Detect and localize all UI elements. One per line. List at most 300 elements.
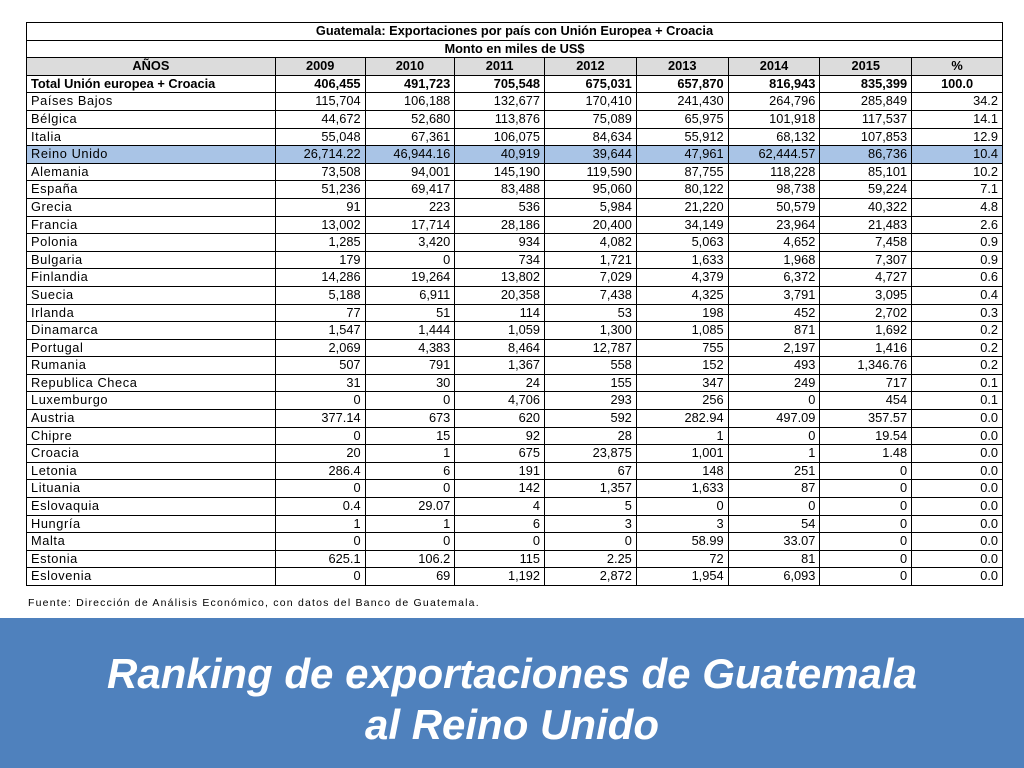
value-cell: 1 (275, 515, 365, 533)
table-row (27, 498, 1003, 516)
value-cell: 282.94 (636, 410, 728, 428)
value-cell: 14,286 (275, 269, 365, 287)
value-cell: 0 (365, 251, 455, 269)
country-cell: Croacia (27, 445, 276, 463)
value-cell: 117,537 (820, 110, 912, 128)
value-cell: 1,085 (636, 322, 728, 340)
value-cell: 50,579 (728, 198, 820, 216)
value-cell: 46,944.16 (365, 146, 455, 164)
value-cell: 106.2 (365, 550, 455, 568)
value-cell: 2,702 (820, 304, 912, 322)
total-cell: 100.0 (912, 75, 1003, 93)
country-cell: Chipre (27, 427, 276, 445)
value-cell: 0 (275, 392, 365, 410)
table-row (27, 339, 1003, 357)
value-cell: 347 (636, 374, 728, 392)
value-cell: 87,755 (636, 163, 728, 181)
country-cell: Dinamarca (27, 322, 276, 340)
value-cell: 0.0 (912, 480, 1003, 498)
value-cell: 20 (275, 445, 365, 463)
value-cell: 2,872 (545, 568, 637, 586)
value-cell: 7.1 (912, 181, 1003, 199)
value-cell: 507 (275, 357, 365, 375)
value-cell: 7,438 (545, 286, 637, 304)
value-cell: 3,791 (728, 286, 820, 304)
country-cell: Grecia (27, 198, 276, 216)
source-note: Fuente: Dirección de Análisis Económico, con datos del Banco de Guatemala. (28, 597, 480, 609)
value-cell: 198 (636, 304, 728, 322)
value-cell: 114 (455, 304, 545, 322)
table-row (27, 251, 1003, 269)
value-cell: 0 (728, 392, 820, 410)
value-cell: 34.2 (912, 93, 1003, 111)
value-cell: 21,220 (636, 198, 728, 216)
value-cell: 0 (820, 568, 912, 586)
value-cell: 28 (545, 427, 637, 445)
exports-table (26, 22, 1003, 586)
value-cell: 106,188 (365, 93, 455, 111)
header-cell: 2010 (365, 58, 455, 76)
value-cell: 10.2 (912, 163, 1003, 181)
country-cell: Italia (27, 128, 276, 146)
value-cell: 0.0 (912, 550, 1003, 568)
value-cell: 12,787 (545, 339, 637, 357)
total-cell: 675,031 (545, 75, 637, 93)
table-subtitle: Monto en miles de US$ (27, 40, 1003, 58)
value-cell: 81 (728, 550, 820, 568)
value-cell: 67 (545, 462, 637, 480)
value-cell: 0 (455, 533, 545, 551)
value-cell: 26,714.22 (275, 146, 365, 164)
value-cell: 23,964 (728, 216, 820, 234)
value-cell: 113,876 (455, 110, 545, 128)
value-cell: 625.1 (275, 550, 365, 568)
country-cell: Portugal (27, 339, 276, 357)
value-cell: 0.9 (912, 234, 1003, 252)
value-cell: 1,416 (820, 339, 912, 357)
value-cell: 115,704 (275, 93, 365, 111)
value-cell: 4,727 (820, 269, 912, 287)
value-cell: 94,001 (365, 163, 455, 181)
value-cell: 1,300 (545, 322, 637, 340)
slide-title (0, 648, 1024, 750)
value-cell: 249 (728, 374, 820, 392)
value-cell: 1,367 (455, 357, 545, 375)
value-cell: 0.6 (912, 269, 1003, 287)
country-cell: Suecia (27, 286, 276, 304)
country-cell: Republica Checa (27, 374, 276, 392)
value-cell: 72 (636, 550, 728, 568)
table-row (27, 533, 1003, 551)
value-cell: 791 (365, 357, 455, 375)
country-cell: Países Bajos (27, 93, 276, 111)
country-cell: Eslovaquia (27, 498, 276, 516)
country-cell: Rumania (27, 357, 276, 375)
value-cell: 2,197 (728, 339, 820, 357)
header-cell: % (912, 58, 1003, 76)
slide-title-line2: al Reino Unido (365, 701, 659, 748)
value-cell: 0 (365, 480, 455, 498)
table-subtitle-row (27, 40, 1003, 58)
country-cell: Finlandia (27, 269, 276, 287)
value-cell: 871 (728, 322, 820, 340)
value-cell: 0.0 (912, 498, 1003, 516)
value-cell: 0.0 (912, 445, 1003, 463)
value-cell: 0 (275, 533, 365, 551)
value-cell: 75,089 (545, 110, 637, 128)
value-cell: 6,911 (365, 286, 455, 304)
total-cell: 705,548 (455, 75, 545, 93)
value-cell: 1,285 (275, 234, 365, 252)
value-cell: 1,357 (545, 480, 637, 498)
value-cell: 44,672 (275, 110, 365, 128)
value-cell: 1 (365, 445, 455, 463)
value-cell: 101,918 (728, 110, 820, 128)
value-cell: 19.54 (820, 427, 912, 445)
table-row (27, 163, 1003, 181)
value-cell: 0 (820, 533, 912, 551)
table-row (27, 181, 1003, 199)
table-row (27, 462, 1003, 480)
value-cell: 77 (275, 304, 365, 322)
value-cell: 17,714 (365, 216, 455, 234)
value-cell: 0.2 (912, 339, 1003, 357)
value-cell: 5,188 (275, 286, 365, 304)
value-cell: 179 (275, 251, 365, 269)
value-cell: 3 (636, 515, 728, 533)
total-row (27, 75, 1003, 93)
value-cell: 4,325 (636, 286, 728, 304)
table-row (27, 286, 1003, 304)
value-cell: 0.1 (912, 374, 1003, 392)
value-cell: 68,132 (728, 128, 820, 146)
value-cell: 52,680 (365, 110, 455, 128)
value-cell: 24 (455, 374, 545, 392)
value-cell: 6 (455, 515, 545, 533)
value-cell: 40,919 (455, 146, 545, 164)
value-cell: 1,954 (636, 568, 728, 586)
table-row (27, 93, 1003, 111)
value-cell: 0 (820, 498, 912, 516)
value-cell: 0 (820, 480, 912, 498)
value-cell: 92 (455, 427, 545, 445)
value-cell: 152 (636, 357, 728, 375)
value-cell: 54 (728, 515, 820, 533)
value-cell: 0.0 (912, 427, 1003, 445)
value-cell: 95,060 (545, 181, 637, 199)
header-cell: 2009 (275, 58, 365, 76)
total-cell: 491,723 (365, 75, 455, 93)
country-cell: España (27, 181, 276, 199)
value-cell: 14.1 (912, 110, 1003, 128)
country-cell: Bélgica (27, 110, 276, 128)
table-row (27, 515, 1003, 533)
value-cell: 6,372 (728, 269, 820, 287)
value-cell: 7,029 (545, 269, 637, 287)
country-cell: Austria (27, 410, 276, 428)
table-row (27, 427, 1003, 445)
value-cell: 357.57 (820, 410, 912, 428)
total-cell: 406,455 (275, 75, 365, 93)
value-cell: 0.3 (912, 304, 1003, 322)
value-cell: 0.2 (912, 322, 1003, 340)
value-cell: 170,410 (545, 93, 637, 111)
value-cell: 69 (365, 568, 455, 586)
value-cell: 6 (365, 462, 455, 480)
title-banner (0, 618, 1024, 768)
value-cell: 675 (455, 445, 545, 463)
value-cell: 80,122 (636, 181, 728, 199)
value-cell: 106,075 (455, 128, 545, 146)
value-cell: 23,875 (545, 445, 637, 463)
value-cell: 31 (275, 374, 365, 392)
table-row (27, 568, 1003, 586)
value-cell: 1,059 (455, 322, 545, 340)
value-cell: 454 (820, 392, 912, 410)
value-cell: 0.0 (912, 410, 1003, 428)
table-row (27, 410, 1003, 428)
value-cell: 0 (820, 462, 912, 480)
table-row (27, 110, 1003, 128)
value-cell: 251 (728, 462, 820, 480)
value-cell: 673 (365, 410, 455, 428)
value-cell: 155 (545, 374, 637, 392)
value-cell: 83,488 (455, 181, 545, 199)
value-cell: 53 (545, 304, 637, 322)
value-cell: 4,379 (636, 269, 728, 287)
table-row (27, 216, 1003, 234)
value-cell: 558 (545, 357, 637, 375)
country-cell: Eslovenia (27, 568, 276, 586)
value-cell: 1,547 (275, 322, 365, 340)
value-cell: 1,192 (455, 568, 545, 586)
value-cell: 15 (365, 427, 455, 445)
value-cell: 84,634 (545, 128, 637, 146)
country-cell: Alemania (27, 163, 276, 181)
header-cell: 2011 (455, 58, 545, 76)
country-cell: Francia (27, 216, 276, 234)
value-cell: 0.1 (912, 392, 1003, 410)
table-row (27, 357, 1003, 375)
value-cell: 115 (455, 550, 545, 568)
value-cell: 0.0 (912, 533, 1003, 551)
table-row (27, 304, 1003, 322)
value-cell: 33.07 (728, 533, 820, 551)
value-cell: 1,721 (545, 251, 637, 269)
value-cell: 0 (820, 550, 912, 568)
value-cell: 0 (275, 568, 365, 586)
value-cell: 0.4 (275, 498, 365, 516)
value-cell: 62,444.57 (728, 146, 820, 164)
value-cell: 620 (455, 410, 545, 428)
value-cell: 69,417 (365, 181, 455, 199)
value-cell: 4,652 (728, 234, 820, 252)
value-cell: 40,322 (820, 198, 912, 216)
header-cell: 2012 (545, 58, 637, 76)
table-row (27, 392, 1003, 410)
value-cell: 4.8 (912, 198, 1003, 216)
table-row (27, 550, 1003, 568)
value-cell: 67,361 (365, 128, 455, 146)
value-cell: 8,464 (455, 339, 545, 357)
value-cell: 73,508 (275, 163, 365, 181)
table-row (27, 234, 1003, 252)
country-cell: Estonia (27, 550, 276, 568)
value-cell: 10.4 (912, 146, 1003, 164)
value-cell: 4,082 (545, 234, 637, 252)
value-cell: 47,961 (636, 146, 728, 164)
value-cell: 20,358 (455, 286, 545, 304)
value-cell: 51,236 (275, 181, 365, 199)
value-cell: 0 (275, 480, 365, 498)
value-cell: 55,912 (636, 128, 728, 146)
value-cell: 6,093 (728, 568, 820, 586)
table-row (27, 322, 1003, 340)
value-cell: 264,796 (728, 93, 820, 111)
value-cell: 55,048 (275, 128, 365, 146)
value-cell: 717 (820, 374, 912, 392)
country-cell: Polonia (27, 234, 276, 252)
value-cell: 2,069 (275, 339, 365, 357)
value-cell: 87 (728, 480, 820, 498)
value-cell: 0.0 (912, 515, 1003, 533)
value-cell: 0 (365, 392, 455, 410)
value-cell: 3,420 (365, 234, 455, 252)
value-cell: 51 (365, 304, 455, 322)
value-cell: 0 (636, 498, 728, 516)
value-cell: 39,644 (545, 146, 637, 164)
value-cell: 0 (728, 498, 820, 516)
value-cell: 1 (636, 427, 728, 445)
total-label: Total Unión europea + Croacia (27, 75, 276, 93)
country-cell: Hungría (27, 515, 276, 533)
table-row (27, 269, 1003, 287)
country-cell: Letonia (27, 462, 276, 480)
value-cell: 58.99 (636, 533, 728, 551)
value-cell: 1.48 (820, 445, 912, 463)
country-cell: Bulgaria (27, 251, 276, 269)
value-cell: 142 (455, 480, 545, 498)
value-cell: 21,483 (820, 216, 912, 234)
value-cell: 0 (820, 515, 912, 533)
value-cell: 118,228 (728, 163, 820, 181)
value-cell: 59,224 (820, 181, 912, 199)
value-cell: 5,984 (545, 198, 637, 216)
value-cell: 377.14 (275, 410, 365, 428)
table-title-row (27, 23, 1003, 41)
table-row (27, 146, 1003, 164)
value-cell: 755 (636, 339, 728, 357)
value-cell: 2.25 (545, 550, 637, 568)
value-cell: 0 (275, 427, 365, 445)
value-cell: 29.07 (365, 498, 455, 516)
value-cell: 1,346.76 (820, 357, 912, 375)
value-cell: 1 (365, 515, 455, 533)
table-row (27, 128, 1003, 146)
table-row (27, 445, 1003, 463)
value-cell: 20,400 (545, 216, 637, 234)
value-cell: 934 (455, 234, 545, 252)
value-cell: 497.09 (728, 410, 820, 428)
value-cell: 1,692 (820, 322, 912, 340)
value-cell: 4,383 (365, 339, 455, 357)
value-cell: 2.6 (912, 216, 1003, 234)
table-row (27, 480, 1003, 498)
table-row (27, 198, 1003, 216)
value-cell: 19,264 (365, 269, 455, 287)
value-cell: 0 (728, 427, 820, 445)
table-title: Guatemala: Exportaciones por país con Unión Europea + Croacia (27, 23, 1003, 41)
value-cell: 293 (545, 392, 637, 410)
value-cell: 7,458 (820, 234, 912, 252)
value-cell: 5 (545, 498, 637, 516)
country-cell: Reino Unido (27, 146, 276, 164)
value-cell: 132,677 (455, 93, 545, 111)
country-cell: Luxemburgo (27, 392, 276, 410)
value-cell: 1,633 (636, 480, 728, 498)
slide-title-line1: Ranking de exportaciones de Guatemala (107, 650, 917, 697)
value-cell: 13,002 (275, 216, 365, 234)
value-cell: 0.0 (912, 568, 1003, 586)
table-header-row (27, 58, 1003, 76)
exports-table-container (26, 22, 1003, 586)
value-cell: 86,736 (820, 146, 912, 164)
value-cell: 34,149 (636, 216, 728, 234)
value-cell: 191 (455, 462, 545, 480)
value-cell: 5,063 (636, 234, 728, 252)
header-cell: 2013 (636, 58, 728, 76)
value-cell: 1,444 (365, 322, 455, 340)
value-cell: 1,001 (636, 445, 728, 463)
header-cell: AÑOS (27, 58, 276, 76)
value-cell: 1 (728, 445, 820, 463)
header-cell: 2014 (728, 58, 820, 76)
value-cell: 30 (365, 374, 455, 392)
value-cell: 119,590 (545, 163, 637, 181)
value-cell: 0.9 (912, 251, 1003, 269)
value-cell: 0 (365, 533, 455, 551)
value-cell: 592 (545, 410, 637, 428)
value-cell: 12.9 (912, 128, 1003, 146)
value-cell: 734 (455, 251, 545, 269)
value-cell: 13,802 (455, 269, 545, 287)
value-cell: 0 (545, 533, 637, 551)
value-cell: 256 (636, 392, 728, 410)
value-cell: 1,968 (728, 251, 820, 269)
value-cell: 4 (455, 498, 545, 516)
value-cell: 0.4 (912, 286, 1003, 304)
value-cell: 3 (545, 515, 637, 533)
value-cell: 0.2 (912, 357, 1003, 375)
value-cell: 107,853 (820, 128, 912, 146)
value-cell: 285,849 (820, 93, 912, 111)
value-cell: 91 (275, 198, 365, 216)
value-cell: 85,101 (820, 163, 912, 181)
value-cell: 3,095 (820, 286, 912, 304)
total-cell: 835,399 (820, 75, 912, 93)
value-cell: 0.0 (912, 462, 1003, 480)
total-cell: 657,870 (636, 75, 728, 93)
value-cell: 148 (636, 462, 728, 480)
value-cell: 536 (455, 198, 545, 216)
value-cell: 223 (365, 198, 455, 216)
value-cell: 241,430 (636, 93, 728, 111)
header-cell: 2015 (820, 58, 912, 76)
value-cell: 286.4 (275, 462, 365, 480)
value-cell: 452 (728, 304, 820, 322)
value-cell: 65,975 (636, 110, 728, 128)
value-cell: 98,738 (728, 181, 820, 199)
